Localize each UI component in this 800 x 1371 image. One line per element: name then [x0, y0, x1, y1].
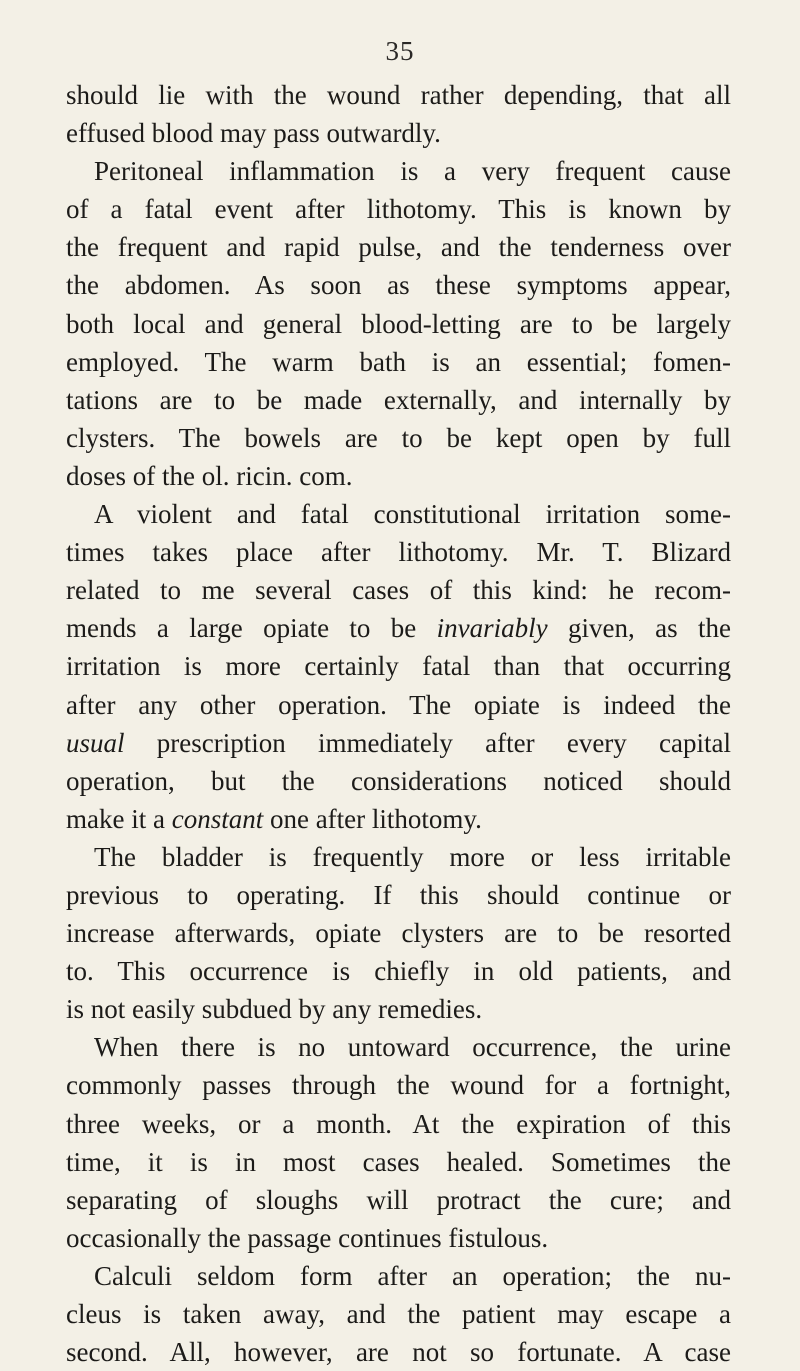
text-line: should lie with the wound rather depending, that all [66, 80, 731, 110]
text-line: The bladder is frequently more or less irritable [94, 841, 731, 872]
body-text [66, 76, 731, 1371]
emphasized-word: invariably [436, 613, 548, 644]
text-line: time, it is in most cases healed. Sometimes the [66, 1146, 731, 1177]
text-line: the frequent and rapid pulse, and the tenderness over [66, 232, 731, 263]
text-line: Calculi seldom form after an operation; the nu- [94, 1260, 731, 1291]
text-line: after any other operation. The opiate is indeed the [66, 689, 731, 720]
text-line: A violent and fatal constitutional irritation some- [94, 499, 731, 530]
text-line: doses of the ol. ricin. com. [66, 460, 353, 491]
text-fragment: prescription immediately after every capital [124, 727, 731, 758]
text-line: occasionally the passage continues fistulous. [66, 1222, 549, 1253]
text-line: times takes place after lithotomy. Mr. T. Blizard [66, 537, 731, 568]
text-fragment: given, as the [547, 613, 731, 644]
text-line: separating of sloughs will protract the cure; and [66, 1184, 731, 1215]
emphasized-word: constant [171, 803, 264, 834]
text-fragment: mends a large opiate to be [66, 613, 437, 644]
text-line: to. This occurrence is chiefly in old patients, and [66, 956, 731, 987]
text-line: three weeks, or a month. At the expiration of this [66, 1108, 731, 1139]
text-line: cleus is taken away, and the patient may escape a [66, 1299, 731, 1329]
text-line: the abdomen. As soon as these symptoms appear, [66, 270, 731, 301]
text-line: is not easily subdued by any remedies. [66, 994, 483, 1025]
text-fragment: make it a [66, 803, 172, 834]
text-line: clysters. The bowels are to be kept open by full [66, 422, 731, 453]
text-line: Peritoneal inflammation is a very frequent cause [94, 156, 731, 187]
emphasized-word: usual [66, 727, 125, 758]
text-line: of a fatal event after lithotomy. This is known by [66, 194, 731, 225]
text-line [66, 724, 731, 762]
page-number: 35 [385, 36, 415, 66]
text-line: increase afterwards, opiate clysters are to be resorted [66, 918, 731, 949]
text-line: both local and general blood-letting are to be largely [66, 308, 731, 339]
text-line: related to me several cases of this kind: he recom- [66, 575, 731, 606]
text-line [66, 800, 731, 838]
text-line: second. All, however, are not so fortunate. A case [66, 1337, 731, 1368]
text-line: commonly passes through the wound for a fortnight, [66, 1070, 731, 1101]
text-line: previous to operating. If this should continue or [66, 879, 731, 910]
text-line: irritation is more certainly fatal than that occurring [66, 651, 731, 682]
text-line: operation, but the considerations noticed should [66, 765, 731, 796]
text-line: employed. The warm bath is an essential; fomen- [66, 346, 731, 377]
text-line [66, 609, 731, 647]
text-fragment: one after lithotomy. [263, 803, 482, 834]
text-line: effused blood may pass outwardly. [66, 118, 441, 149]
text-line: tations are to be made externally, and internally by [66, 384, 731, 415]
text-line: When there is no untoward occurrence, the urine [94, 1032, 731, 1063]
